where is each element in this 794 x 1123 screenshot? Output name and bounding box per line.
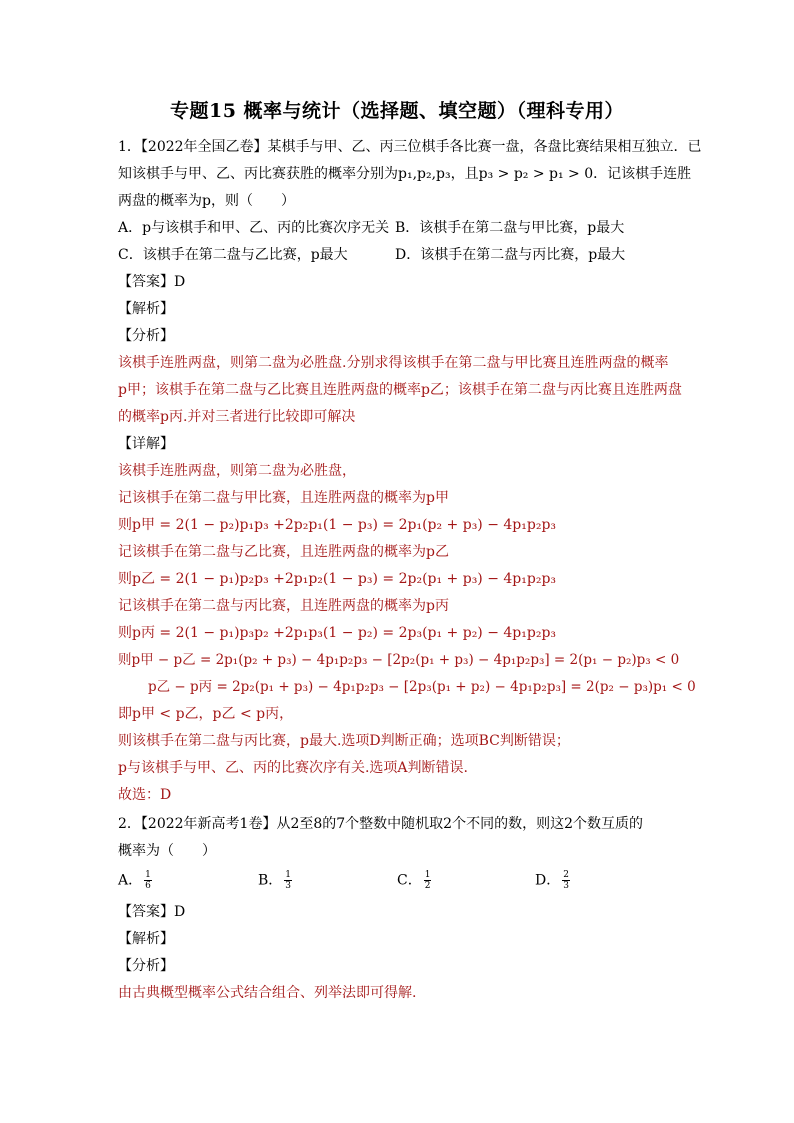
- q1-jiexi-heading: 【解析】: [118, 301, 174, 317]
- q1-detail-line-2: 记该棋手在第二盘与甲比赛，且连胜两盘的概率为p甲: [118, 490, 449, 506]
- q1-detail-line-13: 故选：D: [118, 787, 172, 803]
- q2-stem-line-2: 概率为（ ）: [118, 843, 216, 859]
- q2-option-a-fraction: [144, 870, 152, 891]
- q2-option-d-numerator: 2: [563, 870, 569, 880]
- q1-detail-line-12: p与该棋手与甲、乙、丙的比赛次序有关.选项A判断错误.: [118, 760, 468, 776]
- q1-option-b: B．该棋手在第二盘与甲比赛，p最大: [395, 220, 625, 236]
- q2-option-d: [535, 870, 570, 891]
- q2-option-c-denominator: 2: [424, 881, 431, 891]
- q1-stem-line-2: 知该棋手与甲、乙、丙比赛获胜的概率分别为p₁,p₂,p₃，且p₃ > p₂ > p₁ > 0．记该棋手连胜: [118, 166, 692, 182]
- q1-analysis-line-3: 的概率p丙.并对三者进行比较即可解决: [118, 409, 356, 425]
- q1-detail-line-6: 记该棋手在第二盘与丙比赛，且连胜两盘的概率为p丙: [118, 598, 449, 614]
- q2-option-c-numerator: 1: [424, 870, 431, 880]
- q1-fenxi-heading: 【分析】: [118, 328, 174, 344]
- q1-option-a: A．p与该棋手和甲、乙、丙的比赛次序无关: [118, 220, 390, 236]
- q2-option-c-fraction: [424, 870, 432, 891]
- q1-option-c: C．该棋手在第二盘与乙比赛，p最大: [118, 247, 348, 263]
- q2-fenxi-heading: 【分析】: [118, 958, 174, 974]
- q1-detail-line-4: 记该棋手在第二盘与乙比赛，且连胜两盘的概率为p乙: [118, 544, 449, 560]
- q2-option-d-label: D．: [535, 872, 561, 889]
- q1-detail-line-3: 则p甲 = 2(1 − p₂)p₁p₃ +2p₂p₁(1 − p₃) = 2p₁(p₂ + p₃) − 4p₁p₂p₃: [118, 517, 557, 533]
- q1-analysis-line-2: p甲；该棋手在第二盘与乙比赛且连胜两盘的概率p乙；该棋手在第二盘与丙比赛且连胜两盘: [118, 382, 682, 398]
- q2-option-b-denominator: 3: [285, 881, 292, 891]
- q2-option-c: [397, 870, 431, 891]
- q1-detail-line-8: 则p甲 − p乙 = 2p₁(p₂ + p₃) − 4p₁p₂p₃ − [2p₂(p₁ + p₃) − 4p₁p₂p₃] = 2(p₁ − p₂)p₃ < 0: [118, 652, 680, 668]
- q1-detail-line-7: 则p丙 = 2(1 − p₁)p₃p₂ +2p₁p₃(1 − p₂) = 2p₃(p₁ + p₂) − 4p₁p₂p₃: [118, 625, 557, 641]
- q2-option-b: [258, 870, 292, 891]
- q2-option-a: [118, 870, 152, 891]
- q2-option-b-fraction: [284, 870, 292, 891]
- q1-detail-line-5: 则p乙 = 2(1 − p₁)p₂p₃ +2p₁p₂(1 − p₃) = 2p₂(p₁ + p₃) − 4p₁p₂p₃: [118, 571, 557, 587]
- q1-detail-line-11: 则该棋手在第二盘与丙比赛，p最大.选项D判断正确；选项BC判断错误；: [118, 733, 570, 749]
- q1-stem-line-3: 两盘的概率为p，则（ ）: [118, 193, 295, 209]
- q2-answer: 【答案】D: [118, 904, 186, 920]
- q1-detail-line-10: 即p甲 < p乙，p乙 < p丙，: [118, 706, 294, 722]
- q2-analysis-line-1: 由古典概型概率公式结合组合、列举法即可得解.: [118, 985, 417, 1001]
- q1-xiangjie-heading: 【详解】: [118, 436, 174, 452]
- q2-option-a-label: A．: [118, 872, 143, 889]
- q2-stem-line-1: 2．【2022年新高考1卷】从2至8的7个整数中随机取2个不同的数，则这2个数互质的: [118, 816, 643, 832]
- q2-option-c-label: C．: [397, 872, 422, 889]
- q2-option-d-fraction: [562, 870, 570, 891]
- q1-detail-line-1: 该棋手连胜两盘，则第二盘为必胜盘，: [118, 463, 356, 479]
- q1-answer: 【答案】D: [118, 274, 186, 290]
- q1-detail-line-9: p乙 − p丙 = 2p₂(p₁ + p₃) − 4p₁p₂p₃ − [2p₃(p₁ + p₂) − 4p₁p₂p₃] = 2(p₂ − p₃)p₁ < 0: [148, 679, 696, 695]
- q2-option-b-label: B．: [258, 872, 283, 889]
- q2-option-a-numerator: 1: [145, 870, 151, 880]
- page-title: 专题15 概率与统计（选择题、填空题）（理科专用）: [169, 100, 625, 122]
- q2-jiexi-heading: 【解析】: [118, 931, 174, 947]
- q2-option-b-numerator: 1: [285, 870, 292, 880]
- q1-analysis-line-1: 该棋手连胜两盘，则第二盘为必胜盘.分别求得该棋手在第二盘与甲比赛且连胜两盘的概率: [118, 355, 669, 371]
- q1-stem-line-1: 1．【2022年全国乙卷】某棋手与甲、乙、丙三位棋手各比赛一盘，各盘比赛结果相互独立．已: [118, 139, 702, 155]
- q1-option-d: D．该棋手在第二盘与丙比赛，p最大: [395, 247, 626, 263]
- q2-option-d-denominator: 3: [563, 881, 569, 891]
- q2-option-a-denominator: 6: [145, 881, 151, 891]
